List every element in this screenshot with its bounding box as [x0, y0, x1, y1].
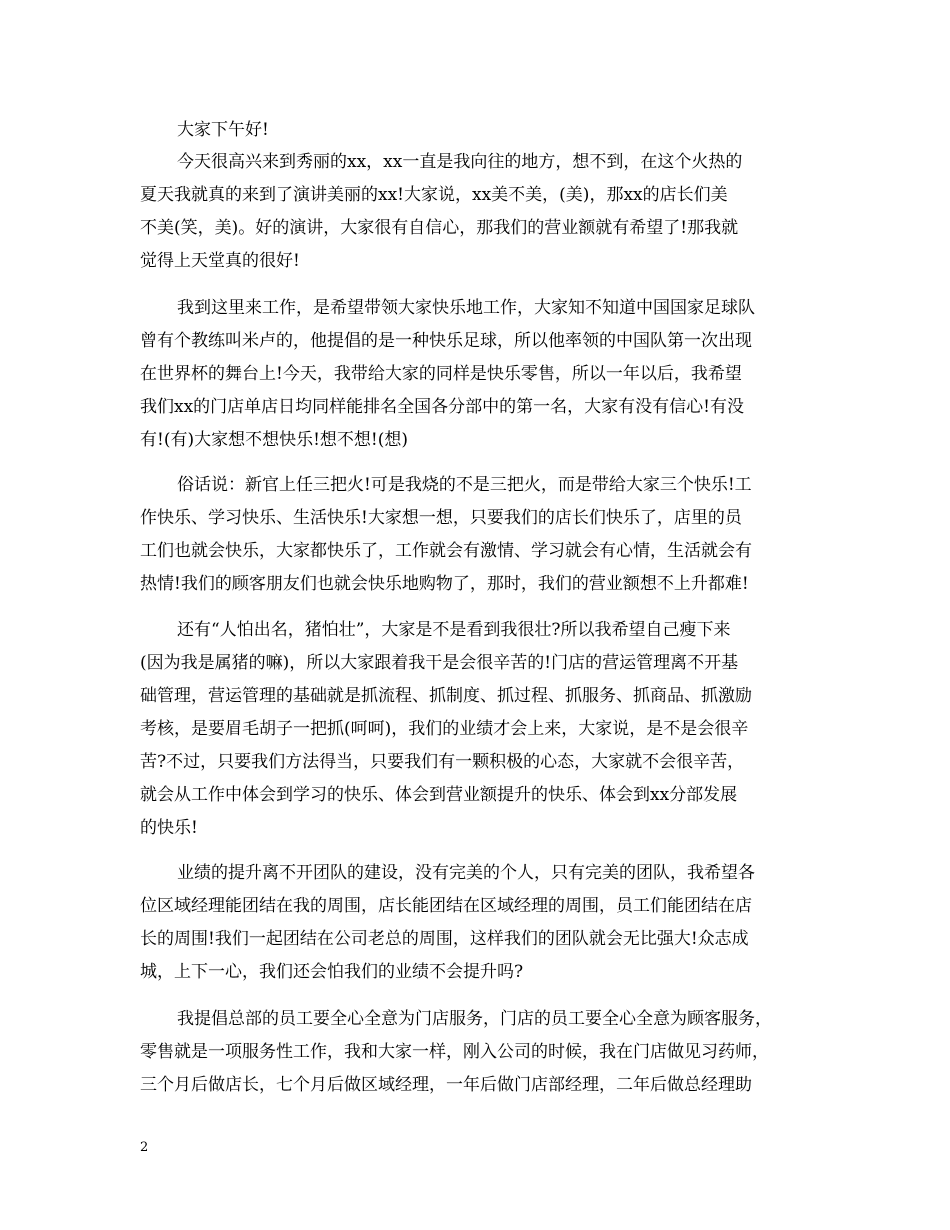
- text-line: 今天很高兴来到秀丽的xx，xx一直是我向往的地方，想不到，在这个火热的: [177, 152, 743, 172]
- text-line: 我提倡总部的员工要全心全意为门店服务，门店的员工要全心全意为顾客服务，: [177, 1009, 772, 1029]
- text-line: 还有“人怕出名，猪怕壮”，大家是不是看到我很壮?所以我希望自己瘦下来: [177, 620, 731, 640]
- text-line: 就会从工作中体会到学习的快乐、体会到营业额提升的快乐、体会到xx分部发展: [140, 785, 738, 805]
- text-line: 作快乐、学习快乐、生活快乐!大家想一想，只要我们的店长们快乐了，店里的员: [140, 508, 742, 528]
- text-line: 有!(有)大家想不想快乐!想不想!(想): [140, 430, 409, 450]
- text-line: 在世界杯的舞台上!今天，我带给大家的同样是快乐零售，所以一年以后，我希望: [140, 364, 742, 384]
- text-line: 三个月后做店长，七个月后做区域经理，一年后做门店部经理，二年后做总经理助: [140, 1075, 752, 1095]
- text-line: 我们xx的门店单店日均同样能排名全国各分部中的第一名，大家有没有信心!有没: [140, 397, 745, 417]
- text-line: (因为我是属猪的嘛)，所以大家跟着我干是会很辛苦的!门店的营运管理离不开基: [140, 653, 739, 673]
- text-line: 业绩的提升离不开团队的建设，没有完美的个人，只有完美的团队，我希望各: [177, 863, 755, 883]
- text-line: 位区域经理能团结在我的周围，店长能团结在区域经理的周围，员工们能团结在店: [140, 896, 752, 916]
- text-line: 俗话说：新官上任三把火!可是我烧的不是三把火，而是带给大家三个快乐!工: [177, 475, 752, 495]
- text-line: 热情!我们的顾客朋友们也就会快乐地购物了，那时，我们的营业额想不上升都难!: [140, 574, 749, 594]
- text-line: 长的周围!我们一起团结在公司老总的周围，这样我们的团队就会无比强大!众志成: [140, 929, 749, 949]
- text-line: 大家下午好!: [177, 120, 269, 140]
- text-line: 我到这里来工作，是希望带领大家快乐地工作，大家知不知道中国国家足球队: [177, 298, 755, 318]
- text-line: 零售就是一项服务性工作，我和大家一样，刚入公司的时候，我在门店做见习药师，: [140, 1042, 769, 1062]
- text-line: 础管理，营运管理的基础就是抓流程、抓制度、抓过程、抓服务、抓商品、抓激励: [140, 686, 752, 706]
- text-line: 夏天我就真的来到了演讲美丽的xx!大家说，xx美不美，(美)，那xx的店长们美: [140, 185, 728, 205]
- page-number: 2: [140, 1140, 149, 1155]
- text-line: 城，上下一心，我们还会怕我们的业绩不会提升吗?: [140, 962, 524, 982]
- text-line: 觉得上天堂真的很好!: [140, 251, 300, 271]
- text-line: 的快乐!: [140, 818, 198, 838]
- text-line: 工们也就会快乐，大家都快乐了，工作就会有激情、学习就会有心情，生活就会有: [140, 541, 752, 561]
- text-line: 考核，是要眉毛胡子一把抓(呵呵)，我们的业绩才会上来，大家说，是不是会很辛: [140, 719, 749, 739]
- text-line: 曾有个教练叫米卢的，他提倡的是一种快乐足球，所以他率领的中国队第一次出现: [140, 331, 752, 351]
- text-line: 苦?不过，只要我们方法得当，只要我们有一颗积极的心态，大家就不会很辛苦，: [140, 752, 745, 772]
- text-line: 不美(笑，美)。好的演讲，大家很有自信心，那我们的营业额就有希望了!那我就: [140, 218, 739, 238]
